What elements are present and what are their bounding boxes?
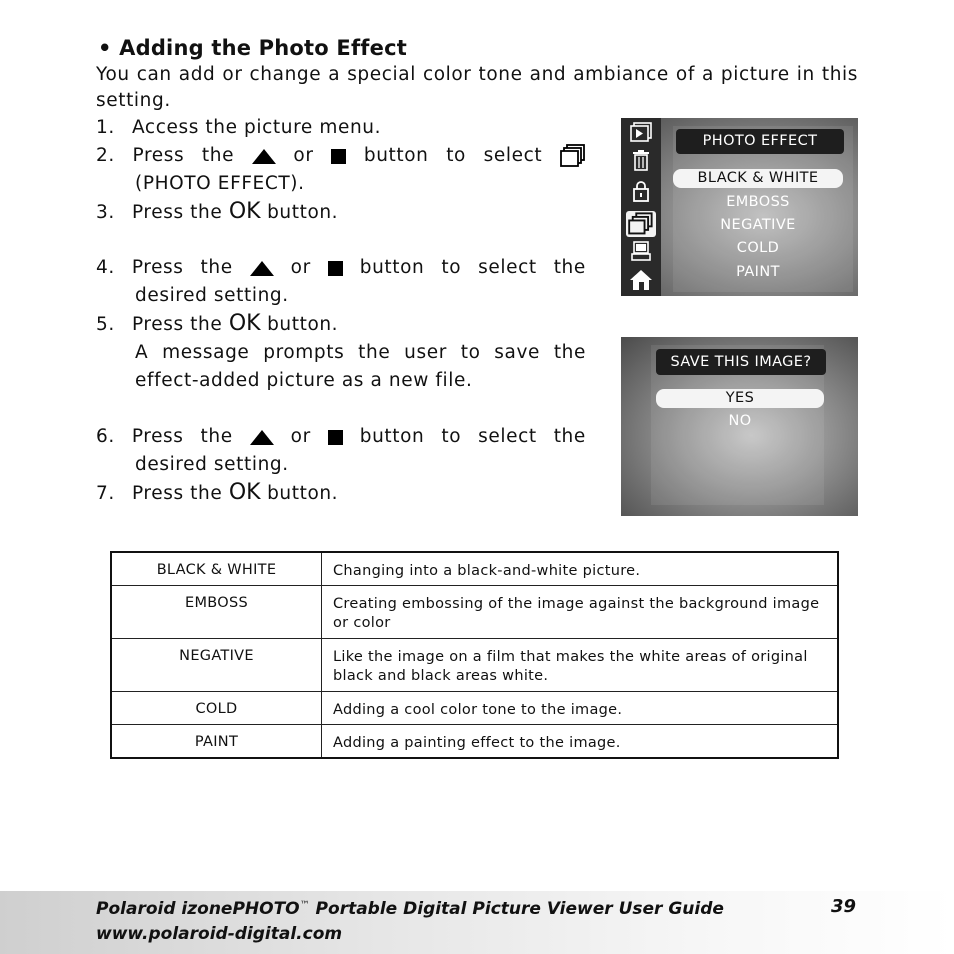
effect-description-cell: Adding a cool color tone to the image. (322, 691, 839, 724)
effect-description-cell: Creating embossing of the image against the background image or color (322, 585, 839, 638)
square-button-icon (328, 430, 343, 445)
step-word: Press (131, 257, 184, 278)
step-text: button. (267, 314, 339, 335)
step-word: to (441, 426, 462, 447)
step-word: to (446, 145, 466, 166)
footer-url: www.polaroid-digital.com (96, 924, 343, 944)
table-row (111, 724, 838, 758)
step-2-continued: (PHOTO EFFECT). (135, 173, 305, 194)
step-number: 7. (96, 483, 115, 504)
effect-name-cell: COLD (111, 691, 322, 724)
trash-icon[interactable] (629, 149, 653, 171)
step-text: Press the (132, 314, 223, 335)
step-number: 4. (96, 257, 115, 278)
step-word: button (363, 145, 429, 166)
home-icon[interactable] (629, 269, 653, 291)
ok-button-label: OK (228, 480, 261, 505)
step-text: button. (267, 202, 339, 223)
step-word: select (478, 257, 537, 278)
step-number: 1. (96, 117, 115, 138)
step-word: the (200, 426, 233, 447)
page-number: 39 (831, 896, 857, 917)
up-arrow-icon (252, 149, 276, 164)
step-4-continued: desired setting. (135, 285, 289, 306)
menu-icon-bar (621, 118, 661, 296)
effect-description-cell: Like the image on a film that makes the white areas of original black and black areas white. (322, 638, 839, 691)
step-word: the (553, 426, 586, 447)
effect-option[interactable]: PAINT (736, 264, 780, 280)
step-6 (96, 423, 586, 451)
effect-description-cell: Adding a painting effect to the image. (322, 724, 839, 758)
step-7 (96, 479, 338, 508)
step-word: the (201, 145, 235, 166)
step-word: Press (132, 145, 185, 166)
step-word: or (293, 145, 314, 166)
menu-title: PHOTO EFFECT (676, 129, 844, 154)
step-word: button (359, 426, 425, 447)
step-text: button. (267, 483, 339, 504)
effect-description-cell: Changing into a black-and-white picture. (322, 552, 839, 585)
effect-name-cell: NEGATIVE (111, 638, 322, 691)
trademark-symbol: ™ (299, 900, 310, 911)
step-text: Access the picture menu. (132, 117, 382, 138)
step-word: or (290, 426, 311, 447)
step-text: Press the (132, 202, 223, 223)
effect-option[interactable]: COLD (736, 240, 780, 256)
effect-name-cell: EMBOSS (111, 585, 322, 638)
ok-button-label: OK (228, 311, 261, 336)
save-option[interactable]: NO (728, 413, 752, 429)
step-6-continued: desired setting. (135, 454, 289, 475)
intro-paragraph: You can add or change a special color tone and ambiance of a picture in this setting. (96, 64, 858, 111)
effect-option[interactable]: NEGATIVE (720, 217, 796, 233)
step-2 (96, 142, 586, 170)
step-word: the (553, 257, 586, 278)
step-word: Press (131, 426, 184, 447)
step-number: 5. (96, 314, 115, 335)
lock-icon[interactable] (629, 180, 653, 202)
step-5-message-line-1 (135, 339, 586, 367)
effects-table (110, 551, 839, 759)
step-number: 2. (96, 145, 115, 166)
square-button-icon (328, 261, 343, 276)
step-5 (96, 310, 338, 339)
slideshow-icon[interactable] (629, 122, 653, 144)
photo-effect-screen (621, 118, 858, 296)
table-row (111, 552, 838, 585)
save-image-screen (621, 337, 858, 516)
step-word: or (290, 257, 311, 278)
photo-effect-icon (560, 144, 586, 168)
square-button-icon (331, 149, 346, 164)
effect-name-cell: BLACK & WHITE (111, 552, 322, 585)
section-heading: • Adding the Photo Effect (98, 36, 407, 60)
ok-button-label: OK (228, 199, 261, 224)
step-4 (96, 254, 586, 282)
table-row (111, 638, 838, 691)
effect-option[interactable]: EMBOSS (726, 194, 790, 210)
step-word: button (359, 257, 425, 278)
step-word: the (200, 257, 233, 278)
table-row (111, 691, 838, 724)
step-5-message-line-2: effect-added picture as a new file. (135, 370, 473, 391)
step-word: to (441, 257, 462, 278)
message-text: A message prompts the user to save the (135, 342, 586, 363)
product-name: Polaroid izonePHOTO (96, 899, 300, 919)
step-number: 3. (96, 202, 115, 223)
step-3 (96, 198, 338, 227)
effect-option[interactable]: BLACK & WHITE (673, 169, 843, 188)
table-row (111, 585, 838, 638)
step-word: select (478, 426, 537, 447)
step-number: 6. (96, 426, 115, 447)
footer-title (96, 899, 724, 919)
step-word: select (483, 145, 543, 166)
step-text: Press the (132, 483, 223, 504)
step-1 (96, 114, 381, 142)
effect-name-cell: PAINT (111, 724, 322, 758)
up-arrow-icon (250, 261, 274, 276)
dialog-title: SAVE THIS IMAGE? (656, 349, 826, 375)
save-option[interactable]: YES (656, 389, 824, 408)
guide-title: Portable Digital Picture Viewer User Guide (309, 899, 724, 919)
photo-effect-icon[interactable] (626, 211, 656, 237)
print-icon[interactable] (629, 240, 653, 262)
up-arrow-icon (250, 430, 274, 445)
